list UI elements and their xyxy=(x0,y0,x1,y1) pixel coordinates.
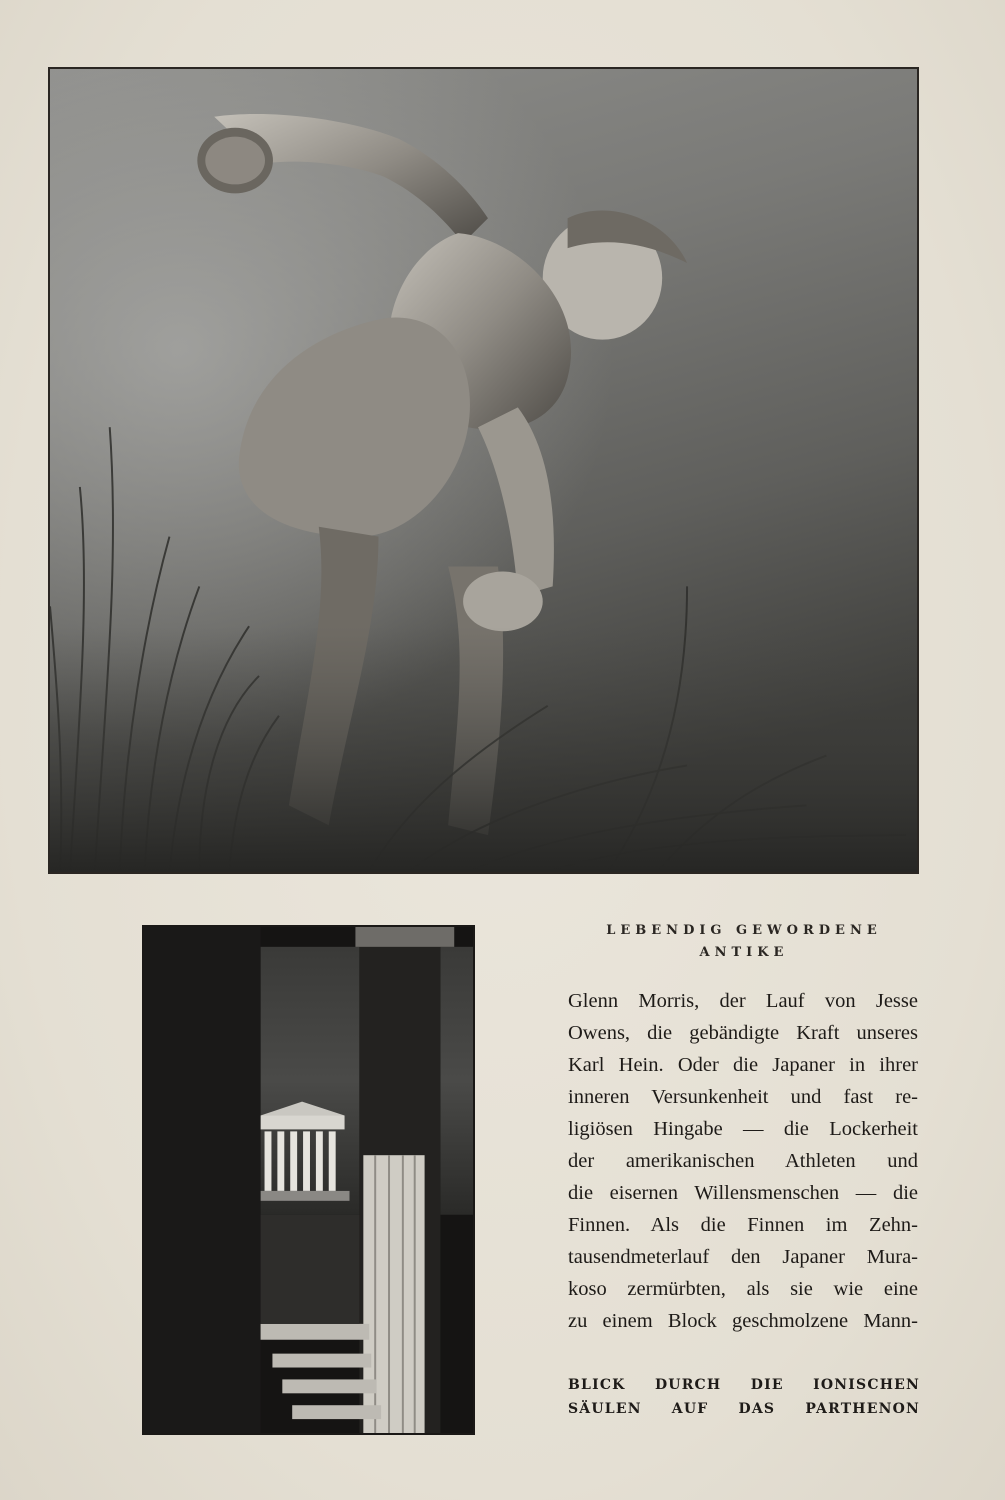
body-line: koso zermürbten, als sie wie eine xyxy=(568,1278,918,1300)
parthenon-photo xyxy=(142,925,475,1435)
body-line: Glenn Morris, der Lauf von Jesse xyxy=(568,990,918,1012)
discus-thrower-image xyxy=(50,69,917,872)
body-line: die eisernen Willensmenschen — die xyxy=(568,1182,918,1204)
photo-caption-line2: SÄULEN AUF DAS PARTHENON xyxy=(568,1401,920,1417)
article-body xyxy=(568,985,918,1337)
body-line: Owens, die gebändigte Kraft unseres xyxy=(568,1022,918,1044)
body-line: Finnen. Als die Finnen im Zehn- xyxy=(568,1214,918,1236)
body-line: tausendmeterlauf den Japaner Mura- xyxy=(568,1246,918,1268)
parthenon-image xyxy=(144,927,473,1433)
body-line: zu einem Block geschmolzene Mann- xyxy=(568,1310,918,1332)
photo-caption-line1: BLICK DURCH DIE IONISCHEN xyxy=(568,1377,920,1393)
body-line: der amerikanischen Athleten und xyxy=(568,1150,918,1172)
body-line: Karl Hein. Oder die Japaner in ihrer xyxy=(568,1054,918,1076)
discus-thrower-photo xyxy=(48,67,919,874)
body-line: ligiösen Hingabe — die Lockerheit xyxy=(568,1118,918,1140)
section-heading-line1: LEBENDIG GEWORDENE xyxy=(606,923,882,938)
body-line: inneren Versunkenheit und fast re- xyxy=(568,1086,918,1108)
section-heading-line2: ANTIKE xyxy=(699,945,789,960)
